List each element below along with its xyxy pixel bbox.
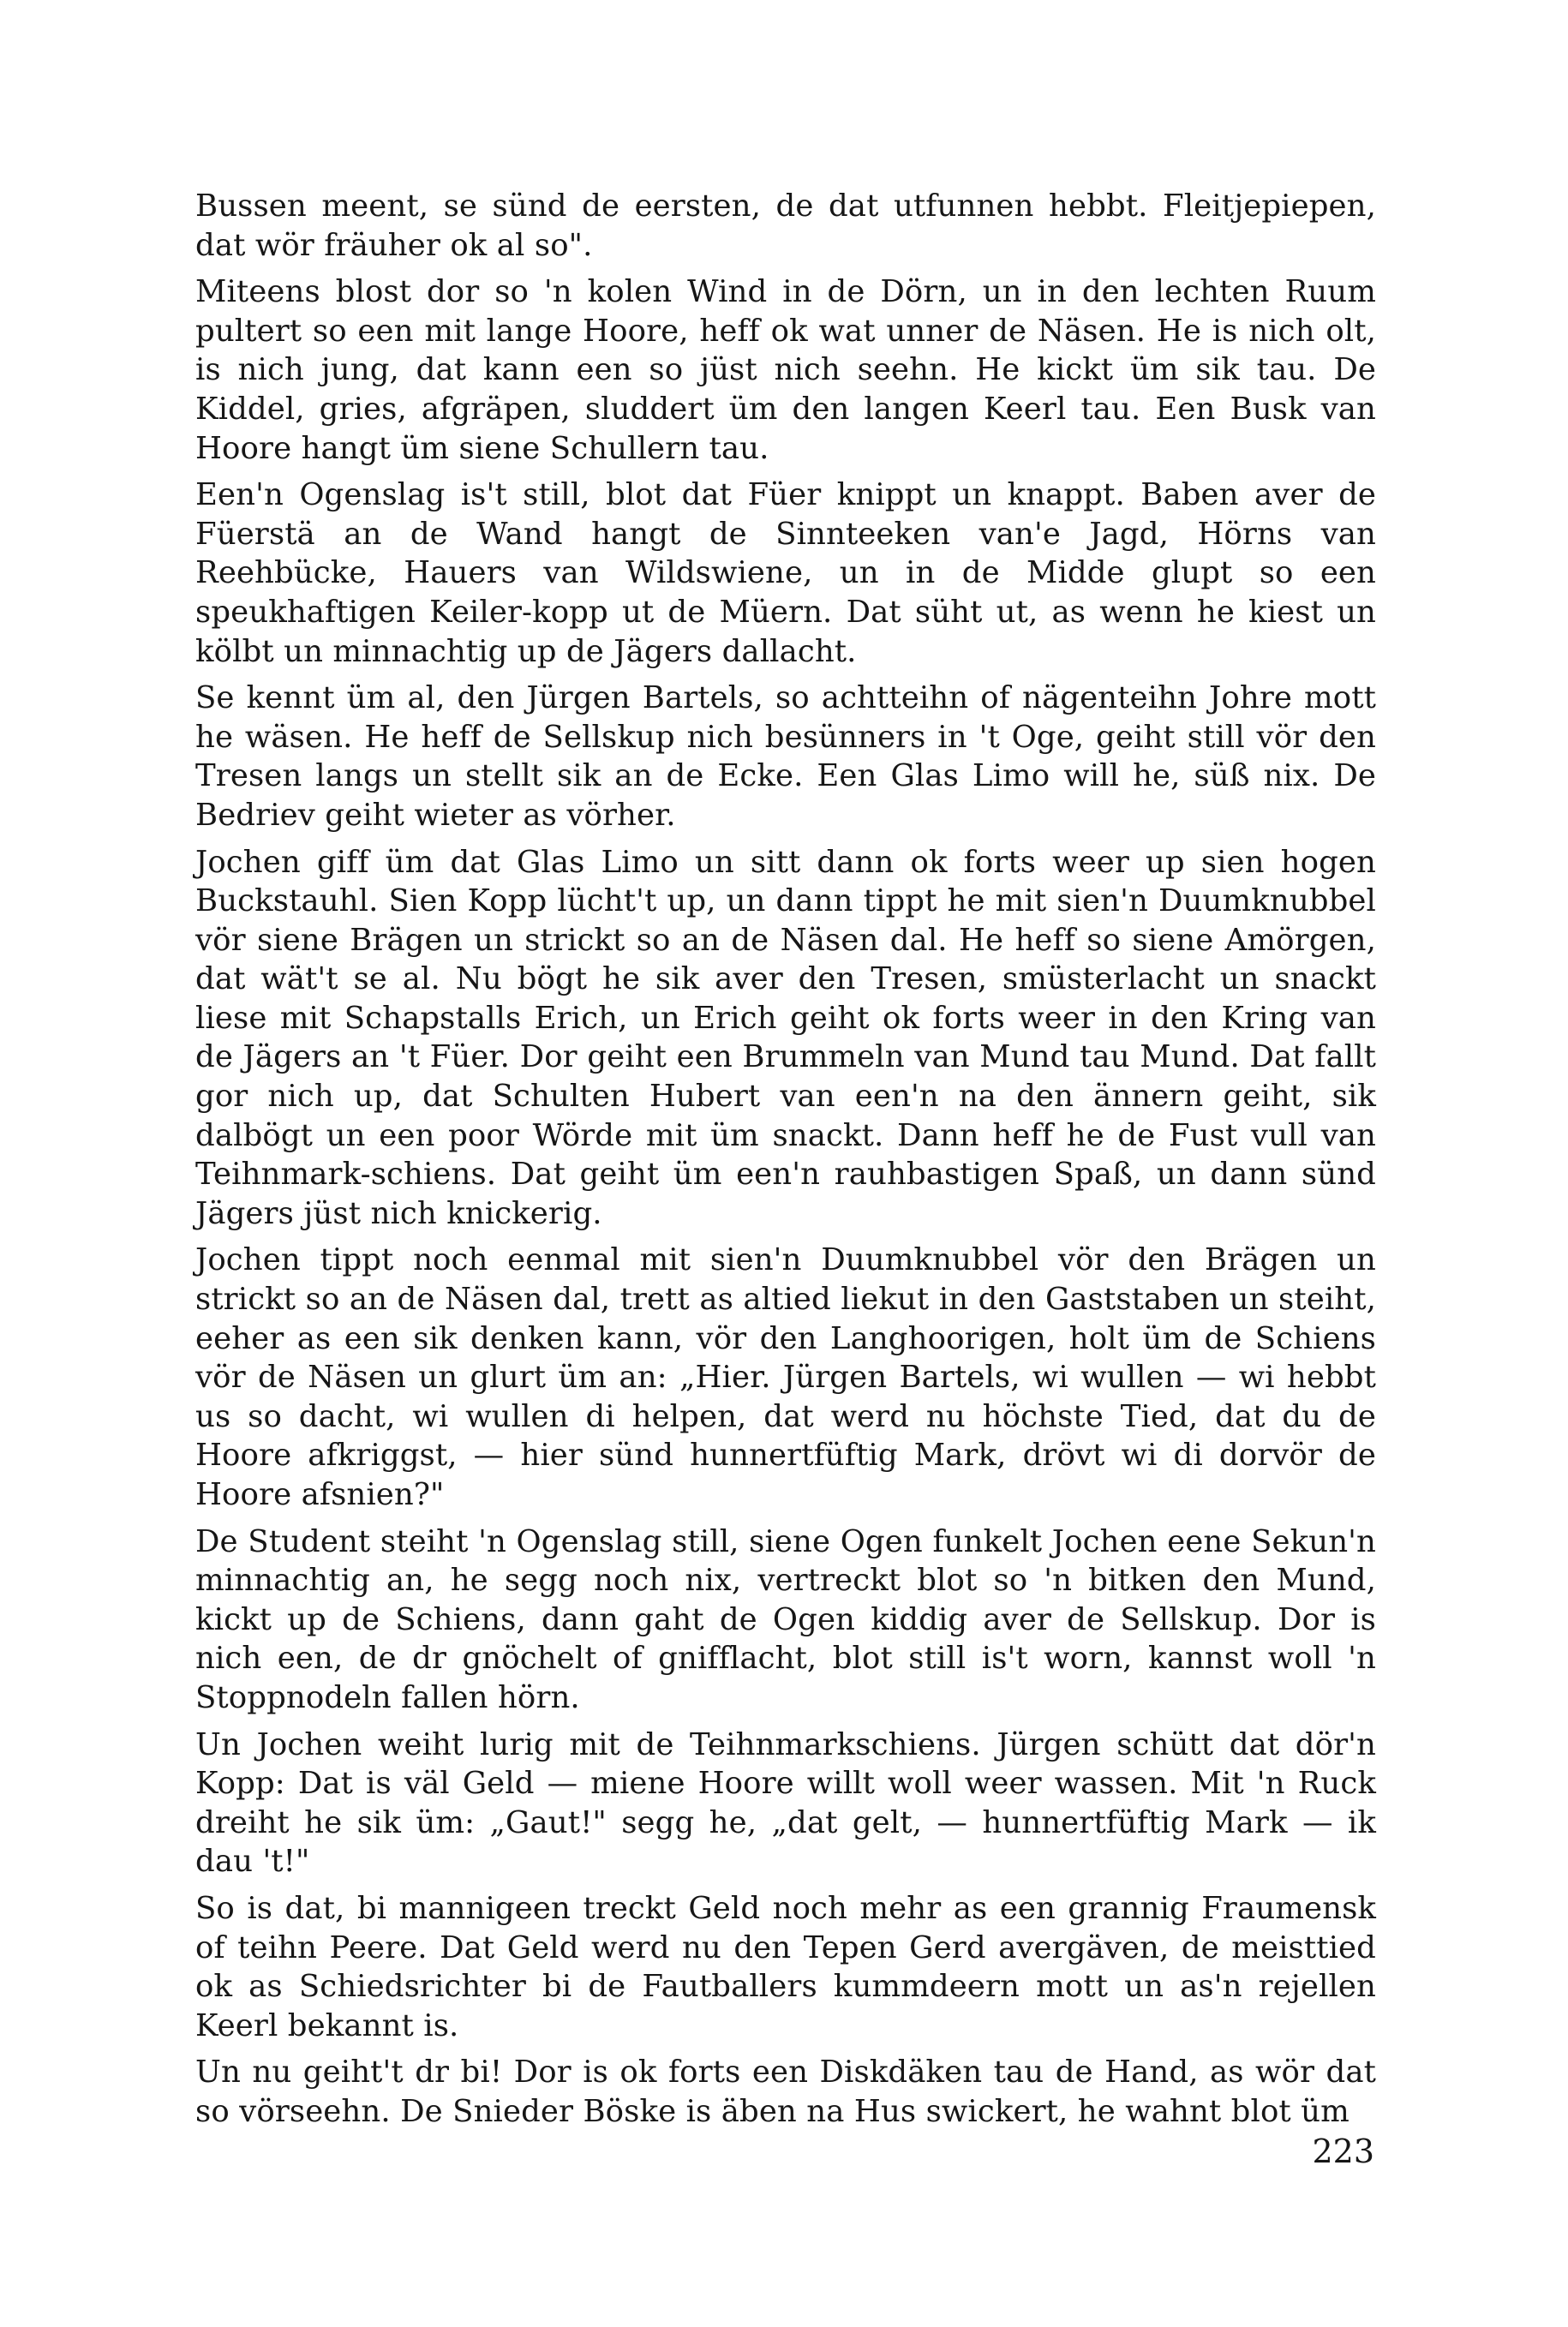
body-text — [195, 187, 1376, 2139]
paragraph-4: Se kennt üm al, den Jürgen Bartels, so achtteihn of nägenteihn Johre mott he wäsen. He heff de Sellskup nich besünners in 't Oge, geiht still vör den Tresen langs un stellt sik an de Ecke. Een Glas Limo will he, süß nix. De Bedriev geiht wieter as vörher. — [195, 680, 1376, 833]
paragraph-1: Bussen meent, se sünd de eersten, de dat utfunnen hebbt. Fleitjepiepen, dat wör fräuher ok al so". — [195, 188, 1376, 263]
paragraph-2: Miteens blost dor so 'n kolen Wind in de Dörn, un in den lechten Ruum pultert so een mit lange Hoore, heff ok wat unner de Näsen. He is nich olt, is nich jung, dat kann een so jüst nich seehn. He kickt üm sik tau. De Kiddel, gries, afgräpen, sluddert üm den langen Keerl tau. Een Busk van Hoore hangt üm siene Schullern tau. — [195, 274, 1376, 466]
paragraph-3: Een'n Ogenslag is't still, blot dat Füer knippt un knappt. Baben aver de Füerstä an de Wand hangt de Sinnteeken van'e Jagd, Hörns van Reehbücke, Hauers van Wildswiene, un in de Midde glupt so een speukhaftigen Keiler-kopp ut de Müern. Dat süht ut, as wenn he kiest un kölbt un minnachtig up de Jägers dallacht. — [195, 477, 1376, 669]
paragraph-7: De Student steiht 'n Ogenslag still, siene Ogen funkelt Jochen eene Sekun'n minnachtig an, he segg noch nix, vertreckt blot so 'n bitken den Mund, kickt up de Schiens, dann gaht de Ogen kiddig aver de Sellskup. Dor is nich een, de dr gnöchelt of gnifflacht, blot still is't worn, kannst woll 'n Stoppnodeln fallen hörn. — [195, 1523, 1376, 1715]
paragraph-5: Jochen giff üm dat Glas Limo un sitt dann ok forts weer up sien hogen Buckstauhl. Sien Kopp lücht't up, un dann tippt he mit sien'n Duumknubbel vör siene Brägen un strickt so an de Näsen dal. He heff so siene Amörgen, dat wät't se al. Nu bögt he sik aver den Tresen, smüsterlacht un snackt liese mit Schapstalls Erich, un Erich geiht ok forts weer in den Kring van de Jägers an 't Füer. Dor geiht een Brummeln van Mund tau Mund. Dat fallt gor nich up, dat Schulten Hubert van een'n na den ännern geiht, sik dalbögt un een poor Wörde mit üm snackt. Dann heff he de Fust vull van Teihnmark-schiens. Dat geiht üm een'n rauhbastigen Spaß, un dann sünd Jägers jüst nich knickerig. — [195, 844, 1376, 1231]
paragraph-8: Un Jochen weiht lurig mit de Teihnmarkschiens. Jürgen schütt dat dör'n Kopp: Dat is väl Geld — miene Hoore willt woll weer wassen. Mit 'n Ruck dreiht he sik üm: „Gaut!" segg he, „dat gelt, — hunnertfüftig Mark — ik dau 't!" — [195, 1726, 1376, 1880]
page-number: 223 — [1312, 2133, 1374, 2170]
paragraph-10: Un nu geiht't dr bi! Dor is ok forts een Diskdäken tau de Hand, as wör dat so vörseehn. De Snieder Böske is äben na Hus swickert, he wahnt blot üm — [195, 2055, 1376, 2129]
paragraph-9: So is dat, bi mannigeen treckt Geld noch mehr as een grannig Fraumensk of teihn Peere. Dat Geld werd nu den Tepen Gerd avergäven, de meisttied ok as Schiedsrichter bi de Fautballers kummdeern mott un as'n rejellen Keerl bekannt is. — [195, 1890, 1376, 2043]
paragraph-6: Jochen tippt noch eenmal mit sien'n Duumknubbel vör den Brägen un strickt so an de Näsen dal, trett as altied liekut in den Gaststaben un steiht, eeher as een sik denken kann, vör den Langhoorigen, holt üm de Schiens vör de Näsen un glurt üm an: „Hier. Jürgen Bartels, wi wullen — wi hebbt us so dacht, wi wullen di helpen, dat werd nu höchste Tied, dat du de Hoore afkriggst, — hier sünd hunnertfüftig Mark, drövt wi di dorvör de Hoore afsnien?" — [195, 1242, 1376, 1512]
